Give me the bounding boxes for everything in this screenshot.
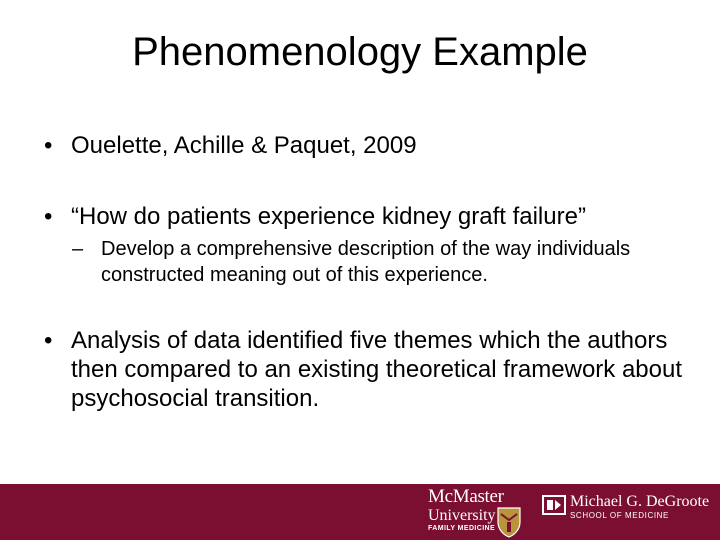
degroote-logo-school: SCHOOL OF MEDICINE	[570, 511, 669, 520]
bullet-text: “How do patients experience kidney graft failure”	[71, 203, 586, 230]
sub-bullet-marker: –	[72, 238, 84, 260]
bullet-item	[44, 202, 684, 231]
mcmaster-logo-department: FAMILY MEDICINE	[428, 525, 496, 532]
bullet-marker: •	[44, 327, 53, 354]
degroote-logo-name: Michael G. DeGroote	[570, 493, 710, 510]
bullet-text: Ouelette, Achille & Paquet, 2009	[71, 132, 417, 159]
footer-bar	[0, 484, 720, 540]
mcmaster-crest-icon	[496, 506, 522, 538]
bullet-item	[44, 326, 684, 413]
bullet-item	[44, 131, 684, 160]
bullet-marker: •	[44, 203, 53, 230]
degroote-logo	[570, 493, 720, 521]
mcmaster-logo-university: University	[428, 507, 496, 524]
bullet-text: Analysis of data identified five themes which the authors then compared to an existing theoretical framework about psychosocial transition.	[71, 327, 683, 412]
mcmaster-logo-name: McMaster	[428, 486, 504, 507]
sub-bullet-text: Develop a comprehensive description of the way individuals constructed meaning out of this experience.	[101, 238, 631, 286]
slide-title: Phenomenology Example	[132, 30, 588, 74]
bullet-marker: •	[44, 132, 53, 159]
sub-bullet-item	[72, 236, 692, 288]
degroote-logo-icon	[542, 495, 566, 515]
